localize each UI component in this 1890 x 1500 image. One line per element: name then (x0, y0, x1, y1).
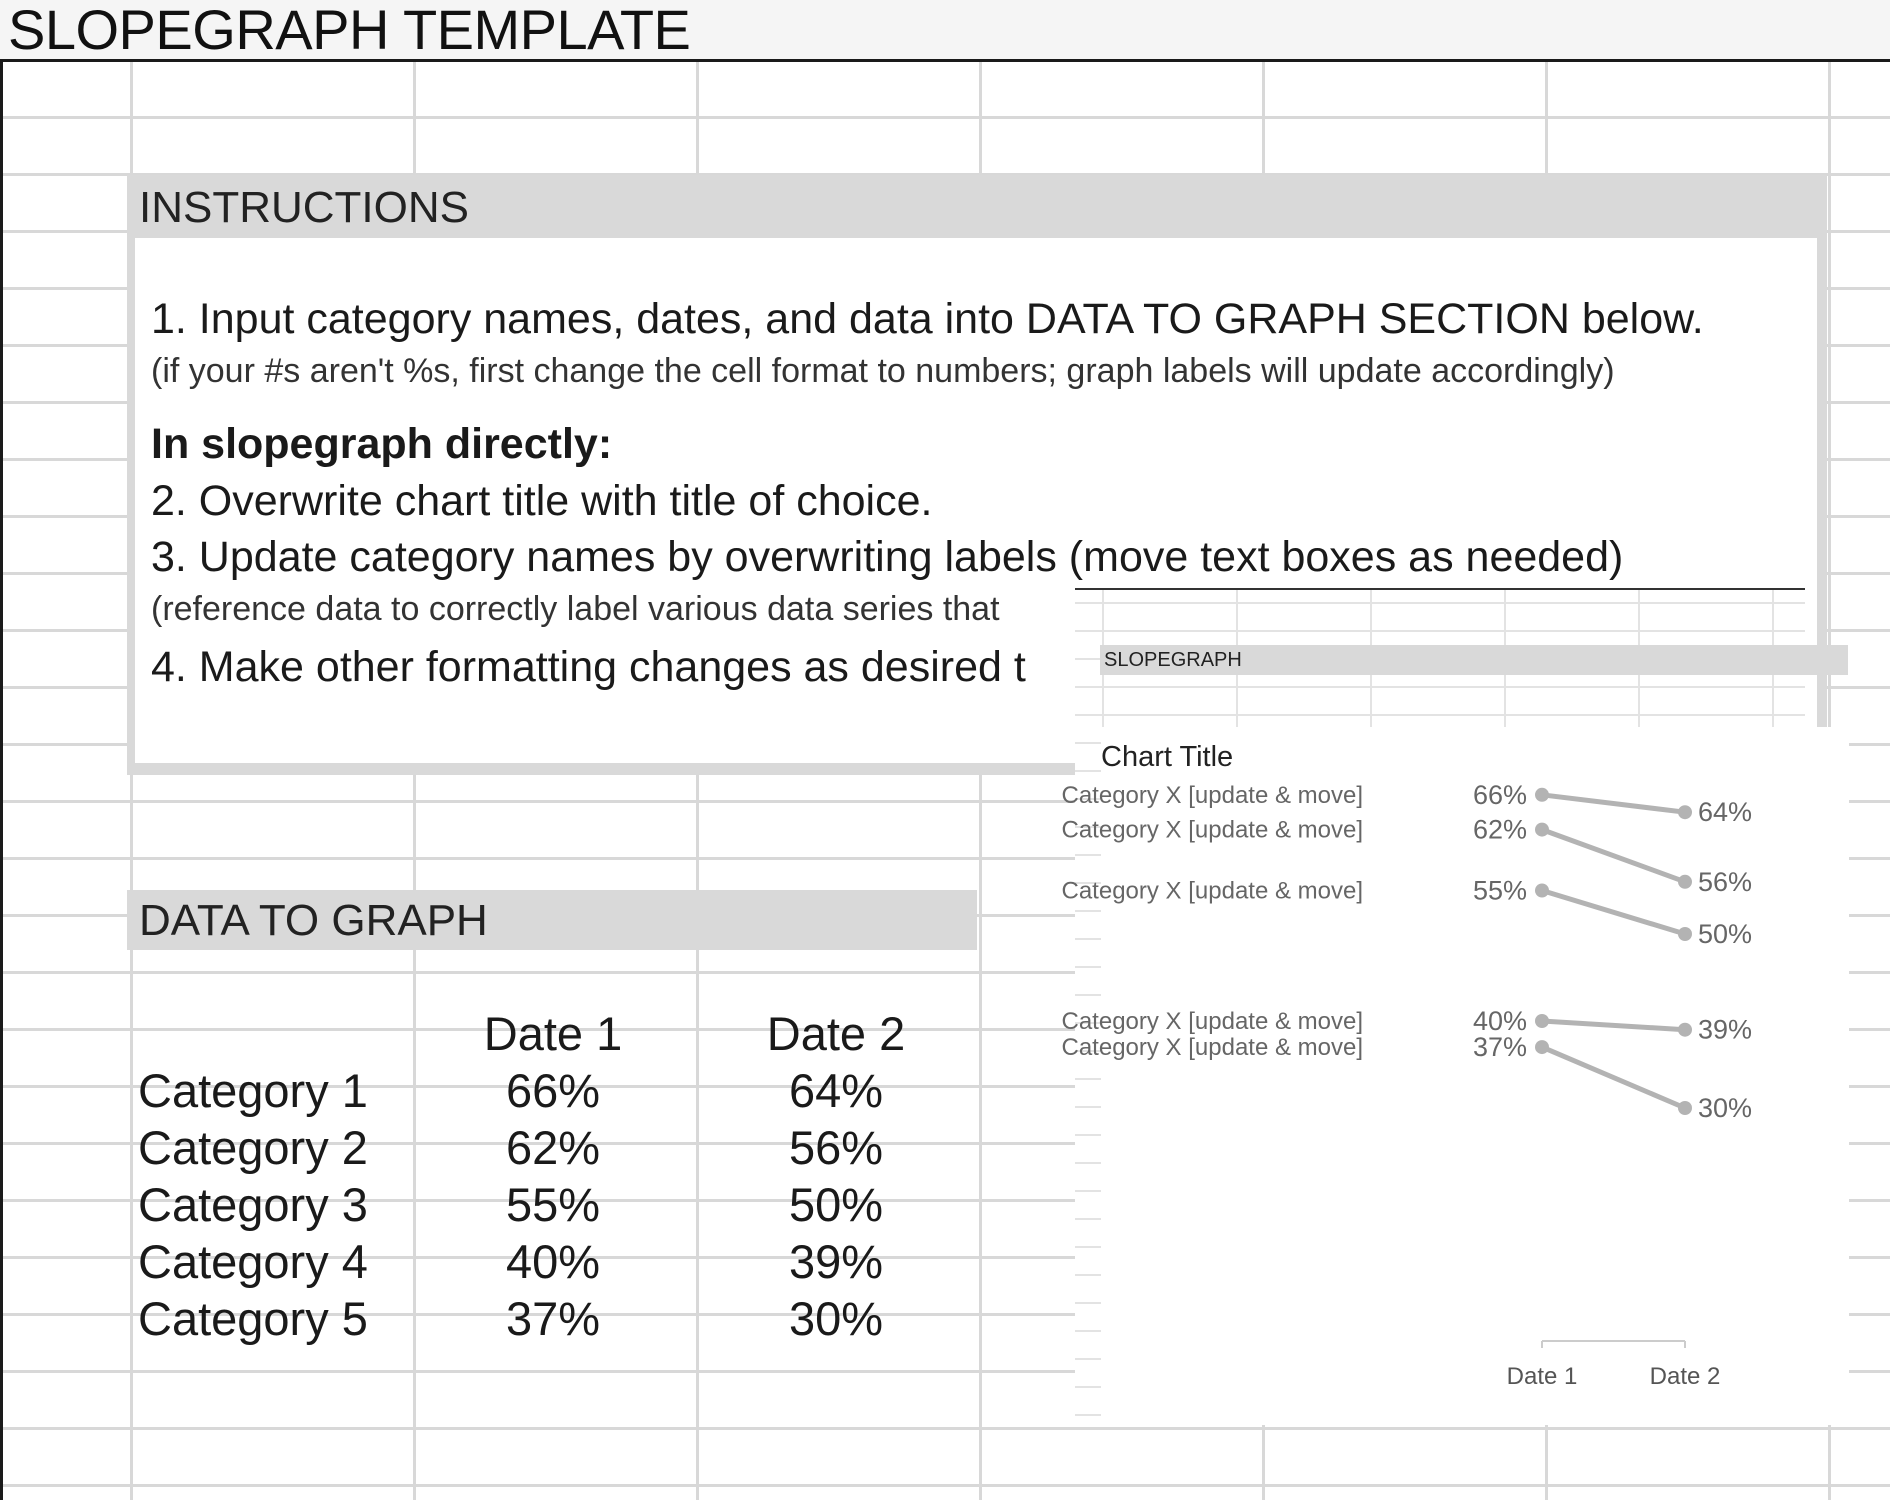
date-1-value-cell[interactable]: 37% (505, 1292, 601, 1345)
slope-point-date-2 (1678, 805, 1692, 819)
category-series-label: Category X [update & move] (1061, 781, 1363, 809)
slope-point-date-2 (1678, 927, 1692, 941)
data-to-graph-header: DATA TO GRAPH (139, 896, 488, 945)
slope-point-date-1 (1535, 1014, 1549, 1028)
date-2-value-cell[interactable]: 39% (788, 1235, 884, 1288)
x-axis-tick-label-date-2: Date 2 (1649, 1363, 1721, 1390)
data-label-date-1: 37% (1472, 1032, 1527, 1063)
instructions-header: INSTRUCTIONS (139, 183, 469, 232)
slopegraph-chart[interactable] (1061, 727, 1849, 1425)
date-2-value-cell[interactable]: 56% (788, 1121, 884, 1174)
slope-line (1542, 1047, 1685, 1108)
instruction-step-1-note: (if your #s aren't %s, first change the cell format to numbers; graph labels will update accordingly) (151, 352, 1615, 390)
category-series-label: Category X [update & move] (1061, 816, 1363, 844)
slope-line (1542, 891, 1685, 935)
data-label-date-2: 39% (1698, 1014, 1753, 1045)
slope-line (1542, 830, 1685, 882)
embedded-chart-panel[interactable] (1061, 588, 1805, 1423)
chart-title[interactable]: Chart Title (1101, 741, 1234, 773)
category-cell[interactable]: Category 2 (138, 1121, 368, 1174)
slopegraph-band (1100, 645, 1848, 675)
date-2-value-cell[interactable]: 30% (788, 1292, 884, 1345)
column-header-date-2[interactable]: Date 2 (766, 1007, 906, 1060)
x-axis-tick-label-date-1: Date 1 (1506, 1363, 1578, 1390)
date-1-value-cell[interactable]: 66% (505, 1064, 601, 1117)
data-label-date-1: 62% (1472, 814, 1527, 845)
slope-point-date-1 (1535, 788, 1549, 802)
slope-point-date-2 (1678, 1023, 1692, 1037)
date-2-value-cell[interactable]: 50% (788, 1178, 884, 1231)
category-cell[interactable]: Category 1 (138, 1064, 368, 1117)
slope-point-date-1 (1535, 1040, 1549, 1054)
date-1-value-cell[interactable]: 55% (505, 1178, 601, 1231)
category-cell[interactable]: Category 4 (138, 1235, 368, 1288)
date-1-value-cell[interactable]: 40% (505, 1235, 601, 1288)
instruction-step-3: 3. Update category names by overwriting labels (move text boxes as needed) (151, 533, 1624, 581)
data-label-date-2: 56% (1698, 866, 1753, 897)
slopegraph-band-label: SLOPEGRAPH (1104, 649, 1242, 671)
slope-point-date-1 (1535, 884, 1549, 898)
data-label-date-2: 64% (1698, 797, 1753, 828)
date-1-value-cell[interactable]: 62% (505, 1121, 601, 1174)
slopegraph-svg (1061, 727, 1801, 1425)
instruction-step-4: 4. Make other formatting changes as desired t (151, 643, 1026, 691)
data-label-date-1: 66% (1472, 779, 1527, 810)
sheet-title-bar (0, 0, 1890, 62)
slope-point-date-2 (1678, 875, 1692, 889)
column-header-date-1[interactable]: Date 1 (483, 1007, 623, 1060)
category-cell[interactable]: Category 3 (138, 1178, 368, 1231)
slope-series-group (1062, 780, 1753, 1123)
data-label-date-1: 40% (1472, 1006, 1527, 1036)
slope-line (1542, 1021, 1685, 1030)
slope-point-date-2 (1678, 1101, 1692, 1115)
instruction-step-1: 1. Input category names, dates, and data into DATA TO GRAPH SECTION below. (151, 295, 1704, 343)
slope-line (1542, 795, 1685, 812)
data-label-date-2: 30% (1698, 1093, 1753, 1123)
data-to-graph-header-bar (127, 890, 977, 950)
category-series-label: Category X [update & move] (1061, 1008, 1363, 1035)
slope-point-date-1 (1535, 823, 1549, 837)
data-label-date-2: 50% (1698, 919, 1753, 949)
instruction-step-2: 2. Overwrite chart title with title of choice. (151, 477, 933, 525)
date-2-value-cell[interactable]: 64% (788, 1064, 884, 1117)
instructions-subheading: In slopegraph directly: (151, 420, 613, 468)
category-series-label: Category X [update & move] (1061, 1034, 1363, 1062)
sheet-title: SLOPEGRAPH TEMPLATE (8, 0, 691, 61)
category-cell[interactable]: Category 5 (138, 1292, 368, 1345)
category-series-label: Category X [update & move] (1061, 877, 1363, 905)
data-label-date-1: 55% (1472, 875, 1527, 906)
instruction-step-3-note: (reference data to correctly label various data series that (151, 590, 1000, 628)
